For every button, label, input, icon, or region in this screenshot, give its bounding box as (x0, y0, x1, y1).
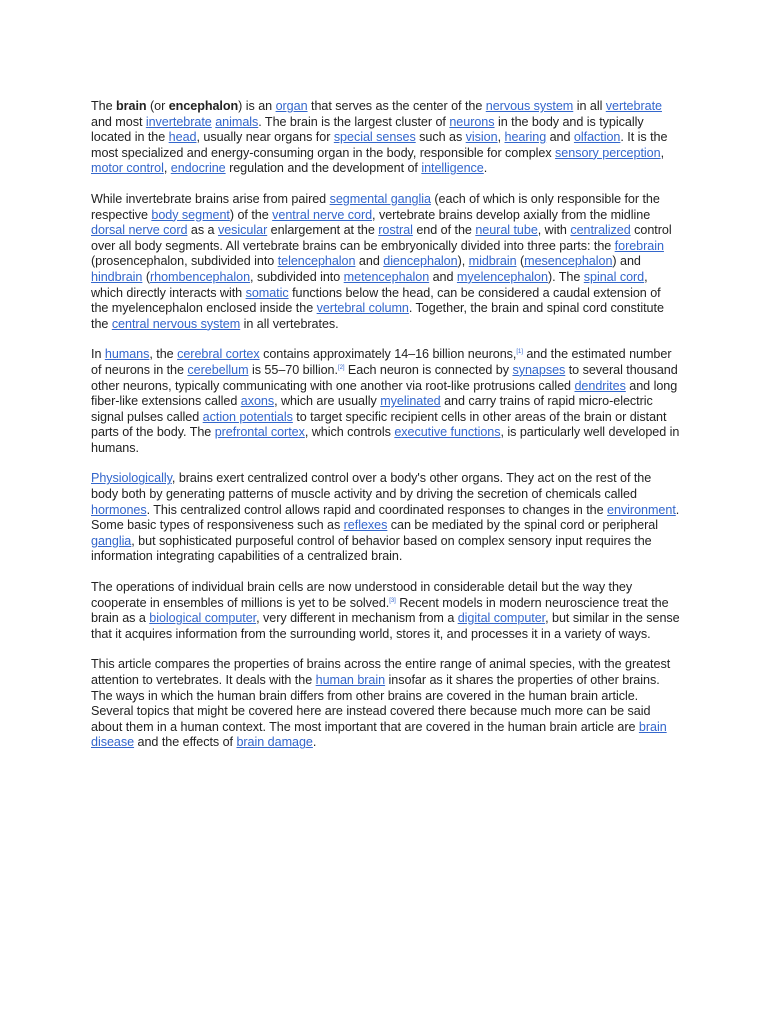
link-centralized[interactable]: centralized (570, 223, 631, 238)
text-run: . Some basic types of responsiveness such as (91, 502, 680, 533)
text-run: While invertebrate brains arise from paired (91, 191, 330, 206)
link-hindbrain[interactable]: hindbrain (91, 269, 143, 284)
link-vertebral-column[interactable]: vertebral column (316, 301, 409, 316)
text-run: The operations of individual brain cells are now understood in considerable detail but the way they cooperate in ensembles of millions is yet to be solved. (91, 580, 633, 610)
link-special-senses[interactable]: special senses (333, 130, 416, 145)
text-run: ( (142, 269, 150, 284)
paragraph-development (91, 192, 680, 332)
text-run: control over all body segments. All vertebrate brains can be embryonically divided into three parts: the (91, 223, 672, 253)
link-synapses[interactable]: synapses (512, 362, 566, 377)
text-run: ) is an (238, 99, 276, 113)
text-run: , but sophisticated purposeful control of behavior based on complex sensory input requires the information integrating capabilities of a centralized brain. (91, 533, 652, 564)
text-run: and most (91, 114, 146, 129)
text-run: as a (187, 223, 218, 238)
link-prefrontal-cortex[interactable]: prefrontal cortex (214, 425, 305, 440)
text-run: . (483, 161, 488, 176)
text-run: . It is the most specialized and energy-consuming organ in the body, responsible for complex (91, 130, 668, 160)
text-run: This article compares the properties of brains across the entire range of animal species, with the greatest attention to vertebrates. It deals with the (91, 657, 671, 687)
bold-term: brain (116, 99, 147, 113)
link-biological-computer[interactable]: biological computer (149, 611, 257, 626)
link-executive-functions[interactable]: executive functions (394, 425, 501, 440)
link-humans[interactable]: humans (104, 347, 150, 362)
paragraph-scope (91, 657, 680, 751)
text-run: , which directly interacts with (91, 269, 648, 300)
link-nervous-system[interactable]: nervous system (485, 99, 574, 113)
text-run: (or (146, 99, 169, 113)
text-run: , usually near organs for (196, 130, 334, 145)
text-run: functions below the head, can be considered a caudal extension of the myelencephalon enclosed inside the (91, 285, 661, 316)
link-ganglia[interactable]: ganglia (91, 533, 132, 548)
text-run: , (163, 161, 171, 176)
link-myelinated[interactable]: myelinated (380, 394, 441, 409)
citation-ref[interactable]: [1] (516, 349, 523, 356)
text-run: , which are usually (274, 394, 381, 409)
link-segmental-ganglia[interactable]: segmental ganglia (329, 191, 431, 206)
text-run: to several thousand other neurons, typically communicating with one another via root-like protrusions called (91, 362, 678, 393)
link-animals[interactable]: animals (215, 114, 259, 129)
text-run: in the body and is typically located in the (91, 114, 644, 145)
text-run: . (312, 735, 317, 750)
link-rostral[interactable]: rostral (378, 223, 413, 238)
citation-ref[interactable]: [3] (389, 597, 396, 604)
text-run: Recent models in modern neuroscience treat the brain as a (91, 595, 669, 626)
text-run: is 55–70 billion. (248, 362, 338, 377)
link-brain-disease[interactable]: brain disease (91, 719, 667, 750)
text-run: in all vertebrates. (240, 316, 339, 331)
link-mesencephalon[interactable]: mesencephalon (524, 254, 613, 269)
text-run: , very different in mechanism from a (256, 611, 458, 626)
bold-term: encephalon (168, 99, 239, 113)
link-metencephalon[interactable]: metencephalon (343, 269, 430, 284)
text-run: (prosencephalon, subdivided into (91, 254, 278, 269)
text-run: . The brain is the largest cluster of (258, 114, 450, 129)
link-invertebrate[interactable]: invertebrate (145, 114, 212, 129)
text-run: ). The (547, 269, 584, 284)
text-run: can be mediated by the spinal cord or peripheral (387, 518, 658, 533)
link-vesicular[interactable]: vesicular (217, 223, 268, 238)
link-cerebellum[interactable]: cerebellum (187, 362, 249, 377)
text-run: ) of the (229, 207, 273, 222)
paragraph-physiology (91, 471, 680, 565)
link-myelencephalon[interactable]: myelencephalon (456, 269, 548, 284)
link-vertebrate[interactable]: vertebrate (605, 99, 662, 113)
link-vision[interactable]: vision (465, 130, 498, 145)
text-run: and (429, 269, 457, 284)
text-run: and carry trains of rapid micro-electric signal pulses called (91, 394, 653, 424)
link-sensory-perception[interactable]: sensory perception (555, 145, 661, 160)
link-forebrain[interactable]: forebrain (614, 238, 664, 253)
text-run: , which controls (304, 425, 395, 440)
text-run: , the (149, 347, 178, 362)
text-run: ), (457, 254, 469, 269)
link-head[interactable]: head (168, 130, 197, 145)
citation-ref[interactable]: [2] (337, 364, 345, 371)
text-run: In (91, 347, 105, 362)
text-run: , (497, 130, 505, 145)
paragraph-neurons (91, 347, 680, 456)
link-olfaction[interactable]: olfaction (573, 130, 621, 145)
text-run: , (660, 145, 665, 160)
link-hearing[interactable]: hearing (504, 130, 547, 145)
paragraph-intro (91, 99, 680, 177)
text-run: , with (537, 223, 571, 238)
link-reflexes[interactable]: reflexes (343, 518, 388, 533)
text-run: ) and (612, 254, 641, 269)
link-neurons[interactable]: neurons (449, 114, 495, 129)
text-run: , but similar in the sense that it acquires information from the surrounding world, stores it, and processes it in a variety of ways. (91, 611, 680, 641)
text-run: The (91, 99, 116, 113)
link-axons[interactable]: axons (240, 394, 275, 409)
link-cerebral-cortex[interactable]: cerebral cortex (177, 347, 260, 362)
link-telencephalon[interactable]: telencephalon (277, 254, 356, 269)
text-run: contains approximately 14–16 billion neurons, (259, 347, 517, 362)
link-digital-computer[interactable]: digital computer (457, 611, 546, 626)
text-run: . This centralized control allows rapid and coordinated responses to changes in the (146, 502, 608, 517)
link-dorsal-nerve-cord[interactable]: dorsal nerve cord (91, 223, 188, 238)
text-run: Each neuron is connected by (344, 362, 513, 377)
text-run: and (355, 254, 384, 269)
paragraph-operations (91, 580, 680, 642)
text-run: , vertebrate brains develop axially from the midline (372, 207, 651, 222)
text-run: insofar as it shares the properties of other brains. The ways in which the human brain differs from other brains are covered in the human brain article. Several topics that might be covered here are instead covered there because much more can be said about them in a human context. The most important that are covered in the human brain article are (91, 673, 660, 734)
link-rhombencephalon[interactable]: rhombencephalon (149, 269, 251, 284)
link-body-segment[interactable]: body segment (151, 207, 230, 222)
link-motor-control[interactable]: motor control (91, 161, 164, 176)
link-intelligence[interactable]: intelligence (421, 161, 484, 176)
text-run: to target specific recipient cells in other areas of the brain or distant parts of the body. The (91, 409, 667, 440)
text-run: and the estimated number of neurons in the (91, 347, 672, 377)
link-midbrain[interactable]: midbrain (468, 254, 517, 269)
link-spinal-cord[interactable]: spinal cord (583, 269, 645, 284)
link-organ[interactable]: organ (275, 99, 308, 113)
text-run: ( (516, 254, 525, 269)
text-run: in all (573, 99, 606, 113)
link-hormones[interactable]: hormones (91, 502, 147, 517)
text-run: and (546, 130, 574, 145)
link-environment[interactable]: environment (607, 502, 676, 517)
text-run: end of the (412, 223, 476, 238)
text-run: and the effects of (134, 735, 237, 750)
link-action-potentials[interactable]: action potentials (202, 409, 293, 424)
text-run: enlargement at the (267, 223, 379, 238)
link-somatic[interactable]: somatic (245, 285, 289, 300)
text-run: (each of which is only responsible for the respective (91, 191, 660, 222)
text-run: , is particularly well developed in humans. (91, 425, 680, 455)
link-central-nervous-system[interactable]: central nervous system (111, 316, 241, 331)
text-run: , brains exert centralized control over a body's other organs. They act on the rest of the body both by generating patterns of muscle activity and by driving the secretion of chemicals called (91, 471, 652, 502)
link-diencephalon[interactable]: diencephalon (383, 254, 458, 269)
link-physiologically[interactable]: Physiologically (91, 471, 172, 486)
link-human-brain[interactable]: human brain (315, 673, 386, 687)
text-run: , subdivided into (250, 269, 344, 284)
link-brain-damage[interactable]: brain damage (236, 735, 313, 750)
link-neural-tube[interactable]: neural tube (475, 223, 538, 238)
text-run: such as (415, 130, 466, 145)
text-run: and long fiber-like extensions called (91, 378, 678, 409)
text-run: regulation and the development of (225, 161, 422, 176)
link-endocrine[interactable]: endocrine (170, 161, 226, 176)
link-dendrites[interactable]: dendrites (574, 378, 626, 393)
link-ventral-nerve-cord[interactable]: ventral nerve cord (272, 207, 373, 222)
text-run: . Together, the brain and spinal cord constitute the (91, 301, 664, 331)
text-run: that serves as the center of the (307, 99, 486, 113)
